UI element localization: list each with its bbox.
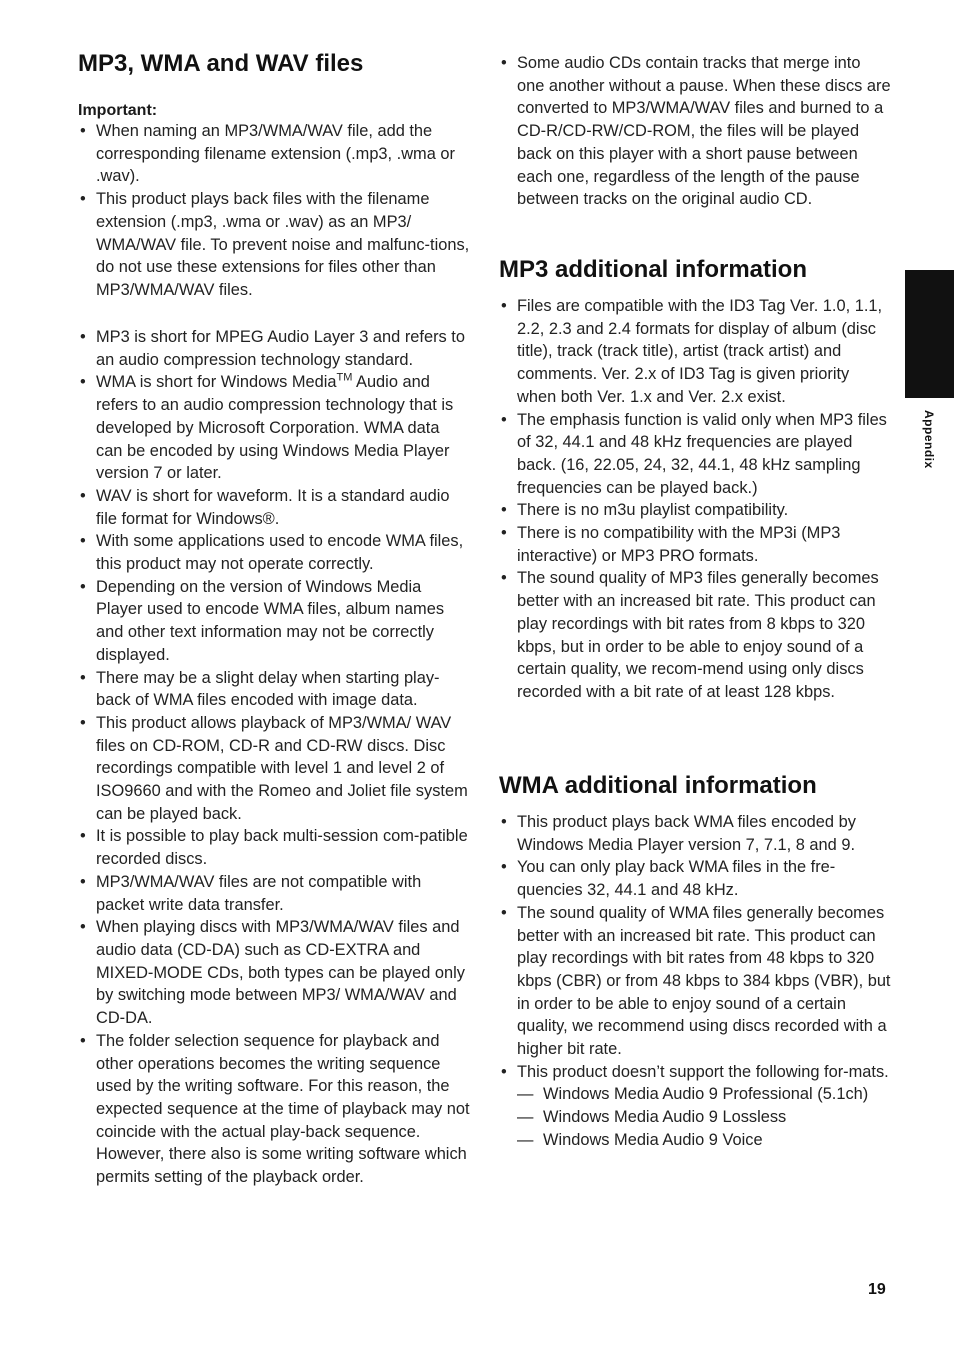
list-item: • When naming an MP3/WMA/WAV file, add the corresponding filename extension (.mp3, .wma or .wav). [78,120,470,188]
list-item: • MP3/WMA/WAV files are not compatible with packet write data transfer. [78,871,470,916]
page-number: 19 [868,1281,886,1298]
mp3-info-list [499,295,891,704]
files-info-list [78,326,470,1189]
list-item: • With some applications used to encode WMA files, this product may not operate correctly. [78,530,470,575]
wma-text-before: WMA is short for Windows Media [96,373,337,392]
list-item: • There may be a slight delay when starting play-back of WMA files encoded with image data. [78,667,470,712]
list-item: • The sound quality of MP3 files generally becomes better with an increased bit rate. This product can play recordings with bit rates from 8 kbps to 320 kbps, but in order to be able to enjoy sound of a certain quality, we recom-mend using only discs recorded with a bit rate of at least 128 kbps. [499,567,891,703]
list-item: • When playing discs with MP3/WMA/WAV files and audio data (CD-DA) such as CD-EXTRA and MIXED-MODE CDs, both types can be played only by switching mode between MP3/ WMA/WAV and CD-DA. [78,916,470,1030]
wma-info-list [499,811,891,1152]
list-item: • This product allows playback of MP3/WMA/ WAV files on CD-ROM, CD-R and CD-RW discs. Disc recordings compatible with level 1 and level 2 of ISO9660 and with the Romeo and Joliet file system can be played back. [78,712,470,826]
unsupported-intro: This product doesn’t support the following for-mats. [517,1062,889,1081]
cd-merge-list [499,52,891,211]
section-tab-marker [905,270,954,398]
important-label: Important: [78,102,158,119]
list-item: • This product plays back WMA files encoded by Windows Media Player version 7, 7.1, 8 and 9. [499,811,891,856]
section-heading-wma: WMA additional information [499,772,817,799]
list-item: • You can only play back WMA files in the fre-quencies 32, 44.1 and 48 kHz. [499,856,891,901]
wma-text-after: Audio and refers to an audio compression technology that is developed by Microsoft Corporation. WMA data can be encoded by using Windows Media Player version 7 or later. [96,373,454,483]
list-item: • There is no compatibility with the MP3i (MP3 interactive) or MP3 PRO formats. [499,522,891,567]
list-item: • Some audio CDs contain tracks that merge into one another without a pause. When these discs are converted to MP3/WMA/WAV files and burned to a CD-R/CD-RW/CD-ROM, the files will be played back on this player with a short pause between each one, regardless of the length of the pause between tracks on the original audio CD. [499,52,891,211]
list-item: • WAV is short for waveform. It is a standard audio file format for Windows®. [78,485,470,530]
format-item: — Windows Media Audio 9 Voice [517,1129,891,1152]
list-item: • Files are compatible with the ID3 Tag Ver. 1.0, 1.1, 2.2, 2.3 and 2.4 formats for display of album (disc title), track (track title), artist (track artist) and comments. Ver. 2.x of ID3 Tag is given priority when both Ver. 1.x and Ver. 2.x exist. [499,295,891,409]
list-item: • Depending on the version of Windows Media Player used to encode WMA files, album names and other text information may not be correctly displayed. [78,576,470,667]
list-item: • It is possible to play back multi-session com-patible recorded discs. [78,825,470,870]
list-item-unsupported [499,1061,891,1152]
side-label [922,410,936,490]
format-item: — Windows Media Audio 9 Lossless [517,1106,891,1129]
list-item: • The emphasis function is valid only when MP3 files of 32, 44.1 and 48 kHz frequencies are played back. (16, 22.05, 24, 32, 44.1, 48 kHz sampling frequencies can be played back.) [499,409,891,500]
list-item: • The sound quality of WMA files generally becomes better with an increased bit rate. This product can play recordings with bit rates from 48 kbps to 320 kbps (CBR) or from 48 kbps to 384 kbps (VBR), but in order to be able to enjoy sound of a certain quality, we recommend using discs recorded with a higher bit rate. [499,902,891,1061]
list-item: • MP3 is short for MPEG Audio Layer 3 and refers to an audio compression technology standard. [78,326,470,371]
format-item: — Windows Media Audio 9 Professional (5.1ch) [517,1083,891,1106]
list-item: • There is no m3u playlist compatibility. [499,499,891,522]
trademark-superscript: TM [336,371,353,384]
appendix-label: Appendix [922,410,936,469]
section-heading-files: MP3, WMA and WAV files [78,50,364,77]
list-item-wma [78,371,470,485]
important-list [78,120,470,302]
unsupported-formats-list [517,1083,891,1151]
list-item: • This product plays back files with the filename extension (.mp3, .wma or .wav) as an MP3/ WMA/WAV file. To prevent noise and malfunc-tions, do not use these extensions for files other than MP3/WMA/WAV files. [78,188,470,302]
section-heading-mp3: MP3 additional information [499,256,808,283]
list-item: • The folder selection sequence for playback and other operations becomes the writing sequence used by the writing software. For this reason, the expected sequence at the time of playback may not coincide with the actual play-back sequence. However, there also is some writing software which permits setting of the playback order. [78,1030,470,1189]
